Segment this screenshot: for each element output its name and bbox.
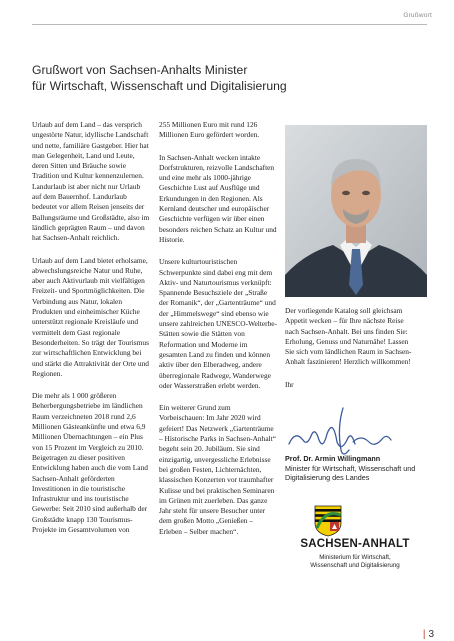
text-column-3 bbox=[285, 306, 415, 402]
page-title bbox=[32, 63, 427, 94]
page-number-bar: | bbox=[422, 629, 426, 640]
paragraph: Ein weiterer Grund zum Vorbeischauen: Im Jahr 2020 wird gefeiert! Das Netzwerk „Gartenträume – Historische Parks in Sachsen-Anhalt“ begeht sein 20. Jubiläum. Sie sind einzigartig, unvergessliche Erlebnisse bei großen Festen, Lichternächten, klassischen Konzerten vor traumhafter Kulisse und bei praktischen Seminaren im Grünen mit zuerleben. Das ganze Jahr steht für unsere Besucher unter dem großen Motto „Genießen – Erleben – Selber machen“. bbox=[159, 403, 276, 536]
paragraph: Ihr bbox=[285, 379, 294, 389]
paragraph: In Sachsen-Anhalt wecken intakte Dorfstrukturen, reizvolle Landschaften und eine mehr als 1000-jährige Geschichte Lust auf Ausflüge und Erkundungen in den Regionen. Als Kernland deutscher und europäischer Geschichte verfügen wir über einen besonders reichen Schatz an Kultur und Historie. bbox=[159, 152, 277, 244]
signer-block bbox=[285, 454, 425, 483]
section-label: Grußwort bbox=[403, 12, 432, 19]
coat-of-arms-icon bbox=[313, 505, 343, 537]
page-number-value: 3 bbox=[428, 629, 434, 640]
handwritten-signature bbox=[285, 400, 395, 460]
page-number bbox=[423, 629, 434, 640]
text-column-1 bbox=[32, 120, 150, 547]
state-name: SACHSEN-ANHALT bbox=[300, 538, 410, 550]
paragraph: Der vorliegende Katalog soll gleichsam Appetit wecken – für Ihre nächste Reise nach Sachsen-Anhalt. Bei uns finden Sie: Erholung, Genuss und Naturnähe! Lassen Sie sich vom ländlichen Raum in Sachsen-Anhalt faszinieren! Herzlich willkommen! bbox=[285, 306, 412, 367]
ministry-line-1: Ministerium für Wirtschaft, bbox=[319, 554, 391, 561]
text-column-2 bbox=[159, 120, 277, 549]
page-title-line-1: Grußwort von Sachsen-Anhalts Minister bbox=[32, 63, 248, 77]
paragraph: 255 Millionen Euro mit rund 126 Millionen Euro gefördert worden. bbox=[159, 120, 260, 140]
paragraph: Die mehr als 1 000 größeren Beherbergungsbetriebe im ländlichen Raum verzeichneten 2018 rund 2,6 Millionen Gästeankünfte und etwa 6,9 Millionen Übernachtungen – ein Plus von 15 Prozent im Vergleich zu 2010. Beigetragen zu dieser positiven Entwicklung haben auch die vom Land Sachsen-Anhalt geförderten Investitionen in die touristische Infrastruktur und ins touristische Gewerbe: Seit 2010 sind außerhalb der Großstädte knapp 130 Tourismus-Projekte im Gesamtvolumen von bbox=[32, 391, 148, 534]
ministry-line-2: Wissenschaft und Digitalisierung bbox=[310, 561, 400, 569]
paragraph: Urlaub auf dem Land – das versprich ungestörte Natur, idyllische Landschaft und nette, familiäre Gastgeber. Hier hat man Gelegenheit, Land und Leute, deren Sitten und Bräuche sowie Tradition und Kultur kennenzulernen. Landurlaub ist aber nicht nur Urlaub auf dem Bauernhof. Landurlaub bedeutet vor allem Reisen jenseits der Ballungsräume und Großstädte, also im ländlich geprägten Raum – und davon hat Sachsen-Anhalt reichlich. bbox=[32, 120, 150, 243]
signer-name: Prof. Dr. Armin Willingmann bbox=[285, 454, 381, 463]
paragraph: Unsere kulturtouristischen Schwerpunkte sind dabei eng mit dem Aktiv- und Naturtourismus verknüpft: Spannende Besuchsziele der „Straße der Romanik“, der „Gartenträume“ und der „Himmelswege“ sind ebenso wie unsere zahlreichen UNESCO-Welterbe-Stätten sowie die Stätten von Reformation und Moderne im gesamten Land zu finden und können aktiv über den Elberadweg, andere überregionale Radwege, Wanderwege oder Wasserstraßen erlebt werden. bbox=[159, 257, 278, 390]
signer-role: Minister für Wirtschaft, Wissenschaft und Digitalisierung des Landes bbox=[285, 463, 416, 483]
paragraph: Urlaub auf dem Land bietet erholsame, abwechslungsreiche Natur und Ruhe, aber auch Aktivurlaub mit vielfältigen Freizeit- und Sportmöglichkeiten. Die Verbindung aus Natur, lokalen Produkten und einheimischer Küche unterstützt regionale Kreisläufe und vermittelt dem Gast regionale Besonderheiten. So trägt der Tourismus zur wirtschaftlichen Entwicklung bei und stärkt die Attraktivität der Orte und Regionen. bbox=[32, 255, 149, 378]
ministry-name bbox=[285, 554, 425, 570]
header-divider bbox=[32, 24, 427, 25]
page-title-line-2: für Wirtschaft, Wissenschaft und Digitalisierung bbox=[32, 78, 287, 93]
minister-portrait bbox=[285, 125, 427, 297]
